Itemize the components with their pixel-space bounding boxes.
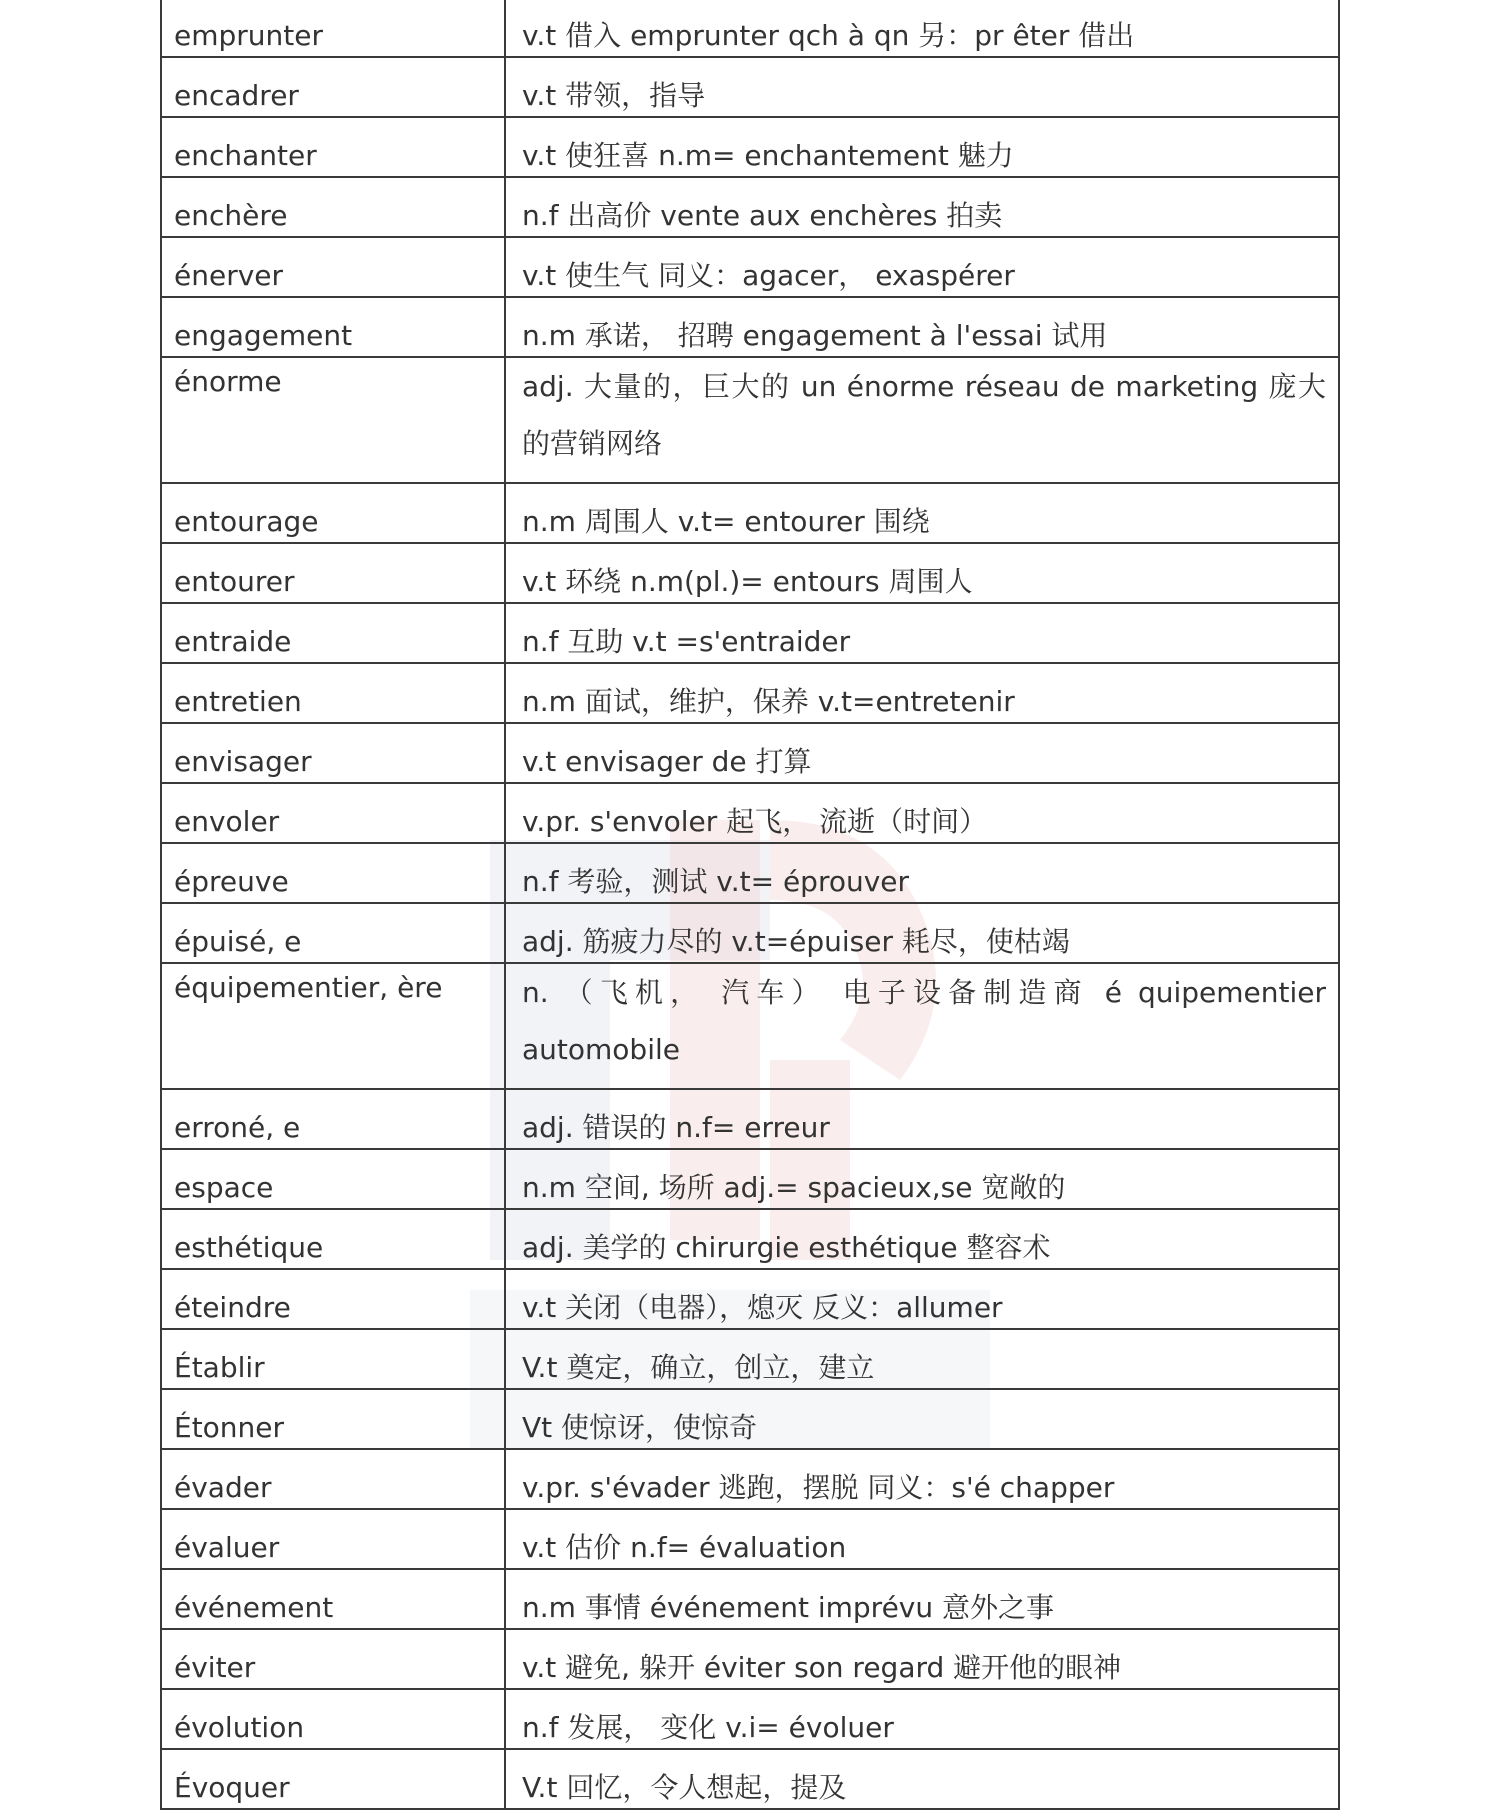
table-row xyxy=(161,57,1339,117)
definition-cell: v.pr. s'évader 逃跑，摆脱 同义：s'é chapper xyxy=(505,1449,1339,1509)
term-cell: entraide xyxy=(161,603,505,663)
definition-cell: v.t 使狂喜 n.m= enchantement 魅力 xyxy=(505,117,1339,177)
term-cell: entourage xyxy=(161,483,505,543)
definition-cell: v.t 环绕 n.m(pl.)= entours 周围人 xyxy=(505,543,1339,603)
term-cell: Établir xyxy=(161,1329,505,1389)
term-cell: énerver xyxy=(161,237,505,297)
table-row xyxy=(161,1449,1339,1509)
definition-cell: V.t 奠定，确立，创立，建立 xyxy=(505,1329,1339,1389)
definition-cell: V.t 回忆，令人想起，提及 xyxy=(505,1749,1339,1809)
table-row xyxy=(161,783,1339,843)
table-row xyxy=(161,297,1339,357)
term-cell: Étonner xyxy=(161,1389,505,1449)
definition-cell: v.t 使生气 同义：agacer， exaspérer xyxy=(505,237,1339,297)
term-cell: espace xyxy=(161,1149,505,1209)
term-cell: enchère xyxy=(161,177,505,237)
table-row xyxy=(161,1689,1339,1749)
definition-cell: n.m 事情 événement imprévu 意外之事 xyxy=(505,1569,1339,1629)
term-cell: engagement xyxy=(161,297,505,357)
definition-cell: v.t 借入 emprunter qch à qn 另：pr êter 借出 xyxy=(505,0,1339,57)
table-row xyxy=(161,1209,1339,1269)
definition-cell: v.pr. s'envoler 起飞， 流逝（时间） xyxy=(505,783,1339,843)
term-cell: épuisé, e xyxy=(161,903,505,963)
term-cell: esthétique xyxy=(161,1209,505,1269)
term-cell: équipementier, ère xyxy=(161,963,505,1089)
definition-cell: adj. 筋疲力尽的 v.t=épuiser 耗尽，使枯竭 xyxy=(505,903,1339,963)
term-cell: entretien xyxy=(161,663,505,723)
definition-cell: n.f 出高价 vente aux enchères 拍卖 xyxy=(505,177,1339,237)
table-row xyxy=(161,1509,1339,1569)
definition-cell: n.m 承诺， 招聘 engagement à l'essai 试用 xyxy=(505,297,1339,357)
table-row xyxy=(161,1089,1339,1149)
definition-cell: Vt 使惊讶，使惊奇 xyxy=(505,1389,1339,1449)
definition-cell: adj. 大量的，巨大的 un énorme réseau de marketing 庞大的营销网络 xyxy=(505,357,1339,483)
table-row xyxy=(161,1569,1339,1629)
definition-cell: v.t 带领，指导 xyxy=(505,57,1339,117)
definition-cell: v.t 关闭（电器），熄灭 反义：allumer xyxy=(505,1269,1339,1329)
term-cell: éteindre xyxy=(161,1269,505,1329)
term-cell: Évoquer xyxy=(161,1749,505,1809)
table-row xyxy=(161,0,1339,57)
term-cell: envoler xyxy=(161,783,505,843)
term-cell: enchanter xyxy=(161,117,505,177)
term-cell: encadrer xyxy=(161,57,505,117)
table-row xyxy=(161,963,1339,1089)
definition-cell: n. （飞机， 汽车） 电子设备制造商 é quipementier automobile xyxy=(505,963,1339,1089)
term-cell: erroné, e xyxy=(161,1089,505,1149)
term-cell: évolution xyxy=(161,1689,505,1749)
term-cell: énorme xyxy=(161,357,505,483)
term-cell: évaluer xyxy=(161,1509,505,1569)
table-row xyxy=(161,357,1339,483)
table-row xyxy=(161,1329,1339,1389)
definition-cell: n.m 周围人 v.t= entourer 围绕 xyxy=(505,483,1339,543)
definition-cell: n.f 互助 v.t =s'entraider xyxy=(505,603,1339,663)
table-row xyxy=(161,543,1339,603)
table-row xyxy=(161,603,1339,663)
definition-cell: n.m 面试，维护，保养 v.t=entretenir xyxy=(505,663,1339,723)
term-cell: évader xyxy=(161,1449,505,1509)
vocabulary-table xyxy=(160,0,1340,1810)
term-cell: emprunter xyxy=(161,0,505,57)
table-row xyxy=(161,723,1339,783)
definition-cell: n.m 空间, 场所 adj.= spacieux,se 宽敞的 xyxy=(505,1149,1339,1209)
table-row xyxy=(161,117,1339,177)
table-row xyxy=(161,903,1339,963)
table-row xyxy=(161,237,1339,297)
definition-cell: v.t envisager de 打算 xyxy=(505,723,1339,783)
table-row xyxy=(161,1629,1339,1689)
table-row xyxy=(161,663,1339,723)
table-row xyxy=(161,1749,1339,1809)
table-row xyxy=(161,1389,1339,1449)
definition-cell: v.t 避免, 躲开 éviter son regard 避开他的眼神 xyxy=(505,1629,1339,1689)
term-cell: épreuve xyxy=(161,843,505,903)
definition-cell: adj. 错误的 n.f= erreur xyxy=(505,1089,1339,1149)
table-row xyxy=(161,843,1339,903)
definition-cell: n.f 发展， 变化 v.i= évoluer xyxy=(505,1689,1339,1749)
definition-cell: v.t 估价 n.f= évaluation xyxy=(505,1509,1339,1569)
definition-cell: adj. 美学的 chirurgie esthétique 整容术 xyxy=(505,1209,1339,1269)
term-cell: entourer xyxy=(161,543,505,603)
table-row xyxy=(161,177,1339,237)
term-cell: éviter xyxy=(161,1629,505,1689)
table-row xyxy=(161,1149,1339,1209)
term-cell: événement xyxy=(161,1569,505,1629)
table-row xyxy=(161,1269,1339,1329)
table-row xyxy=(161,483,1339,543)
definition-cell: n.f 考验，测试 v.t= éprouver xyxy=(505,843,1339,903)
term-cell: envisager xyxy=(161,723,505,783)
